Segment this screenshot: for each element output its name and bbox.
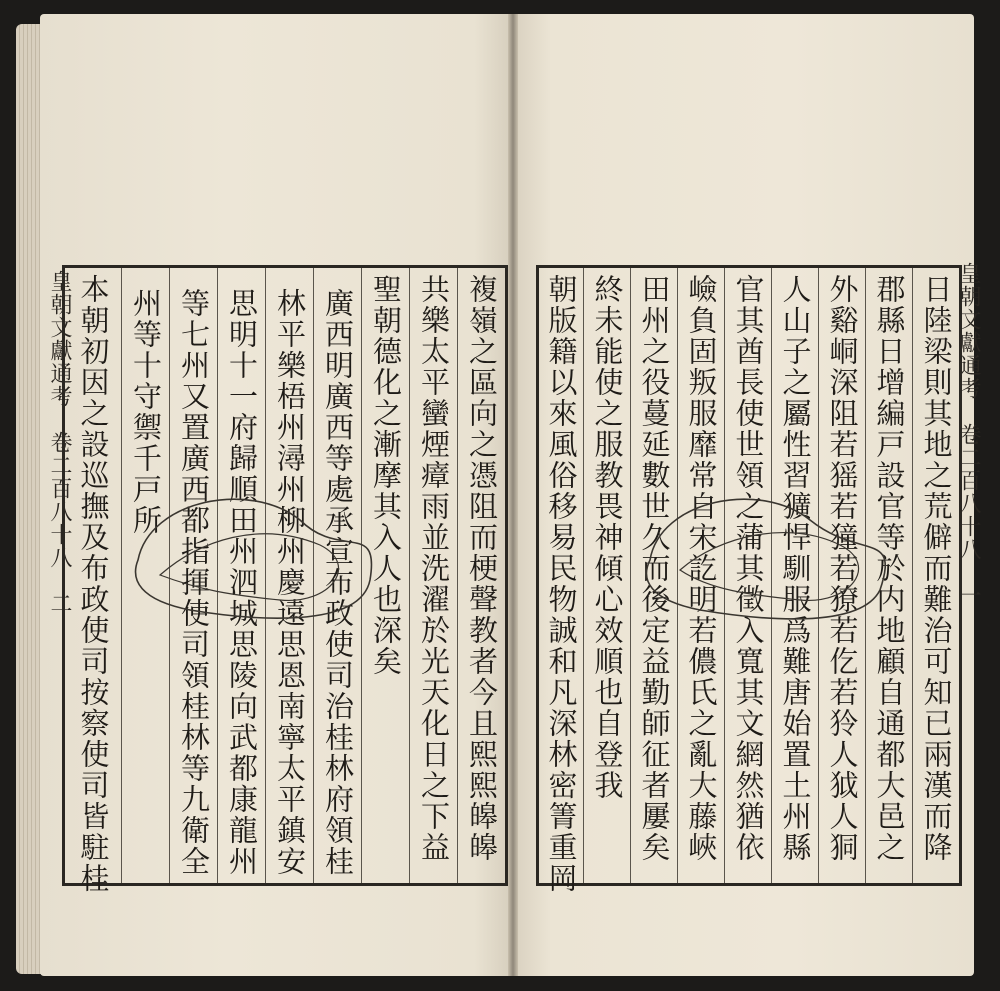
text-column [912,268,959,883]
column-text: 朝版籍以來風俗移易民物誠和凡深林密箐重岡 [544,274,579,894]
text-column [539,268,583,894]
column-text: 嶮負固叛服靡常自宋訖明若儂氏之亂大藤峽 [684,274,719,863]
text-column [361,268,409,883]
book-gutter [508,14,518,976]
text-column [630,268,677,883]
column-text: 郡縣日增編戸設官等於内地顧自通都大邑之 [872,274,907,863]
text-column [169,268,217,883]
column-text: 思明十一府歸順田州泗城思陵向武都康龍州 [225,288,259,877]
column-text: 田州之役蔓延數世久而後定益勤師征者屢矣 [637,274,672,863]
text-column [217,268,265,883]
column-text: 官其酋長使世領之蒲其徵入寬其文網然猶依 [731,274,766,863]
left-running-title: 皇朝文獻通考 卷二百八十八 二 [47,270,72,615]
text-column [265,268,313,883]
column-text: 林平樂梧州潯州柳州慶遠思恩南寧太平鎮安 [273,288,307,877]
column-text: 終未能使之服教畏神傾心效順也自登我 [590,274,625,801]
column-text: 本朝初因之設巡撫及布政使司按察使司皆駐桂 [76,274,111,894]
right-text-block [536,265,962,894]
column-text: 州等十守禦千戸所 [129,288,163,536]
text-column [677,268,724,883]
left-text-block [62,265,508,894]
column-text: 複嶺之區向之憑阻而梗聲教者今且熙熙皞皞 [465,274,499,863]
column-text: 日陸梁則其地之荒僻而難治可知已兩漢而降 [919,274,954,863]
column-text: 等七州又置廣西都指揮使司領桂林等九衛全 [177,288,211,877]
text-column [313,268,361,883]
text-column [818,268,865,883]
column-text: 廣西明廣西等處承宣布政使司治桂林府領桂 [321,288,355,877]
text-column [865,268,912,883]
text-column [121,268,169,883]
text-column [583,268,630,883]
column-text: 共樂太平蠻煙瘴雨並洗濯於光天化日之下益 [417,274,451,863]
column-text: 聖朝德化之漸摩其入人也深矣 [369,274,403,677]
right-running-title: 皇朝文獻通考 卷二百八十八 一 [956,262,981,607]
column-text: 人山子之屬性習獷悍馴服爲難唐始置土州縣 [778,274,813,863]
text-column [457,268,505,883]
text-column [771,268,818,883]
text-column [65,268,121,894]
text-column [409,268,457,883]
column-text: 外谿峒深阻若猺若獞若獠若仡若狑人狘人狪 [825,274,860,863]
text-column [724,268,771,883]
